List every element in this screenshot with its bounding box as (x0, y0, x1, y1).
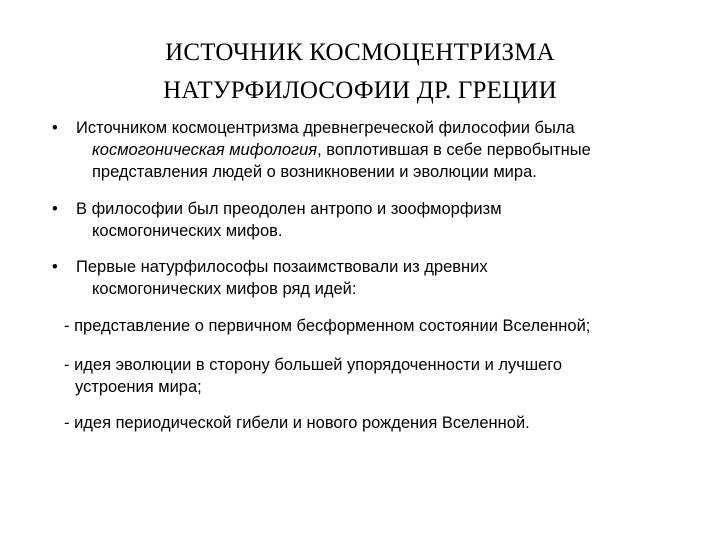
bullet-text (76, 198, 676, 242)
bullet-marker: • (52, 258, 58, 276)
dash-line: - идея периодической гибели и нового рождения Вселенной. (64, 414, 530, 432)
bullet-text (76, 256, 676, 300)
bullet-marker: • (52, 200, 58, 218)
dash-line: - представление о первичном бесформенном состоянии Вселенной; (64, 317, 591, 335)
bullet-text (76, 117, 676, 183)
title-line-1: ИСТОЧНИК КОСМОЦЕНТРИЗМА (165, 39, 555, 66)
bullet-line: Первые натурфилософы позаимствовали из древних (76, 258, 488, 276)
dash-line: - идея эволюции в сторону большей упорядоченности и лучшего (64, 356, 563, 374)
bullet-line: В философии был преодолен антропо и зоофморфизм (76, 200, 502, 218)
bullet-line: Источником космоцентризма древнегреческой философии была (76, 119, 575, 137)
slide-title (60, 34, 660, 110)
bullet-line: представления людей о возникновении и эволюции мира. (92, 163, 537, 181)
dash-item (64, 412, 684, 434)
title-line-2: НАТУРФИЛОСОФИИ ДР. ГРЕЦИИ (163, 77, 557, 104)
dash-item (64, 354, 684, 398)
bullet-emphasis: космогоническая мифология (92, 141, 318, 159)
bullet-marker: • (52, 119, 58, 137)
dash-line: устроения мира; (75, 378, 202, 396)
bullet-line (76, 139, 676, 161)
bullet-line: космогонических мифов ряд идей: (92, 280, 357, 298)
dash-item (64, 315, 684, 337)
bullet-line-rest: , воплотившая в себе первобытные (317, 141, 591, 159)
bullet-line: космогонических мифов. (92, 222, 283, 240)
